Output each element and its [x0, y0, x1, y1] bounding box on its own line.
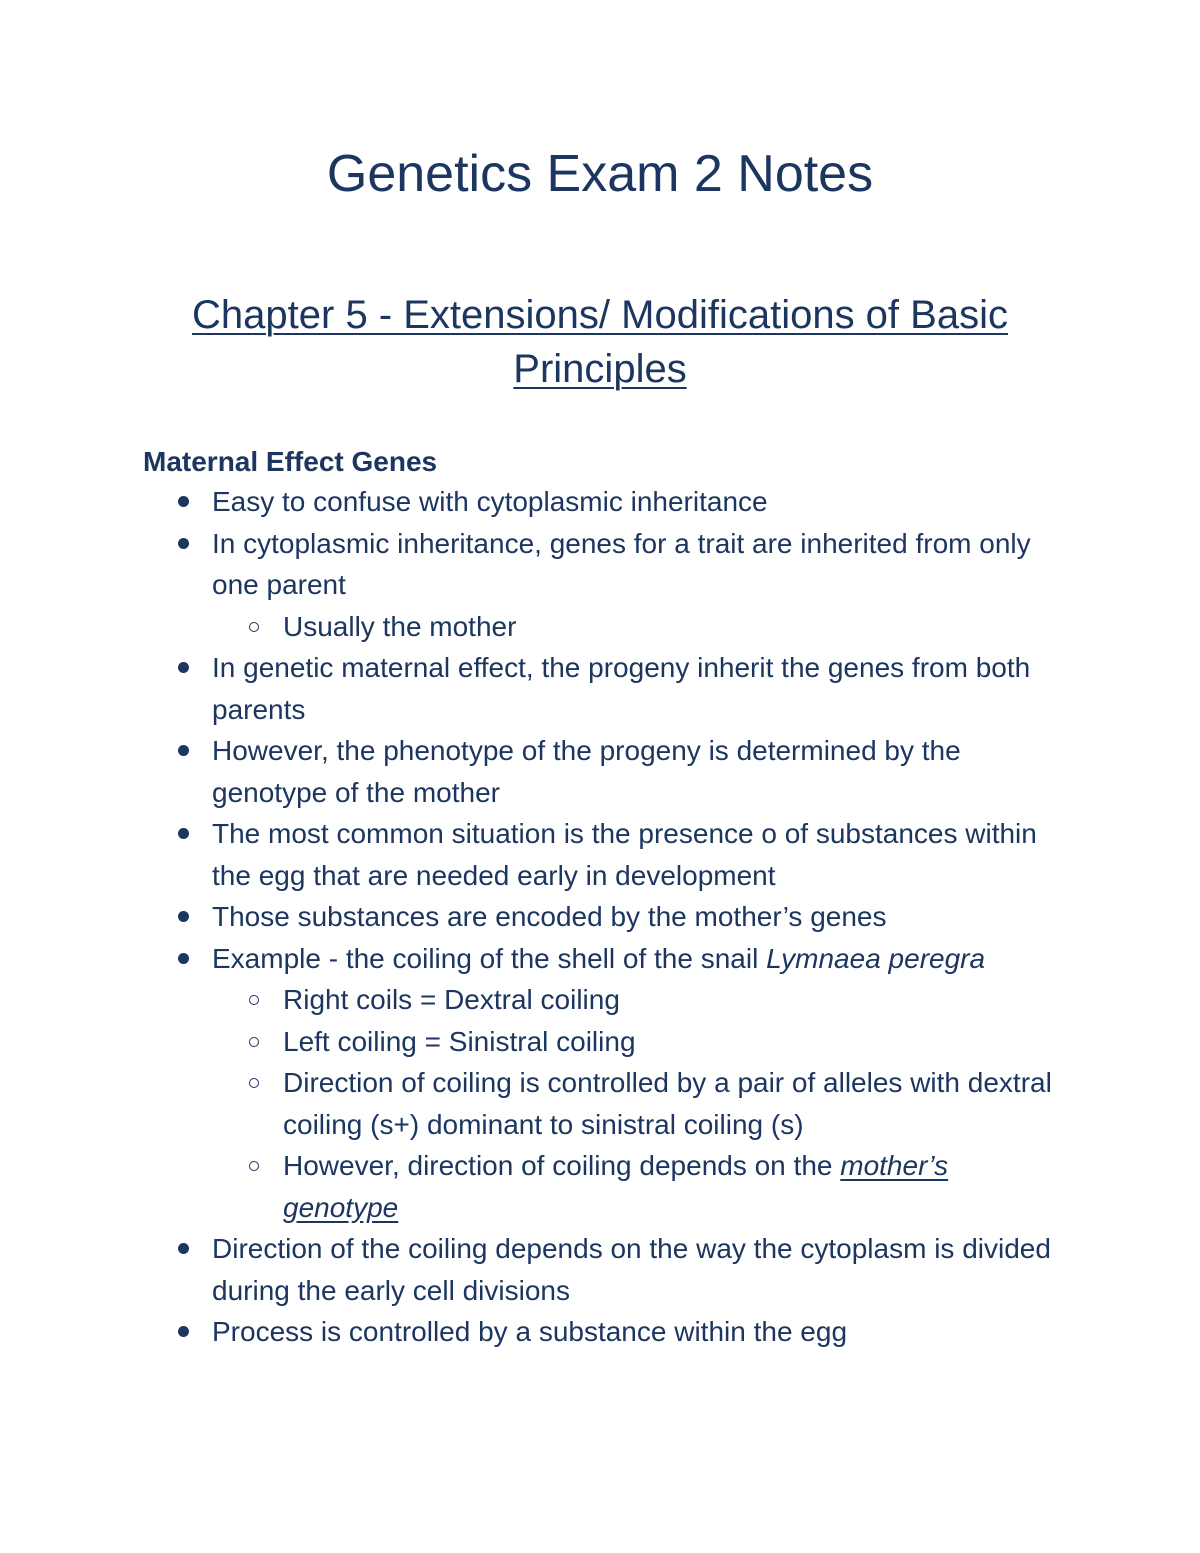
hollow-bullet-icon	[249, 1037, 259, 1047]
list-item	[0, 481, 1200, 523]
filled-bullet-icon	[178, 1326, 189, 1337]
list-item	[0, 1228, 1200, 1311]
list-item-text: Right coils = Dextral coiling	[283, 984, 620, 1015]
filled-bullet-icon	[178, 745, 189, 756]
list-item-text: Direction of the coiling depends on the way the cytoplasm is divided during the early cell divisions	[212, 1233, 1051, 1306]
list-item-text: Easy to confuse with cytoplasmic inheritance	[212, 486, 768, 517]
filled-bullet-icon	[178, 953, 189, 964]
hollow-bullet-icon	[249, 1161, 259, 1171]
list-item	[0, 647, 1200, 730]
sub-list-item	[0, 1145, 1200, 1228]
list-item-text: The most common situation is the presence o of substances within the egg that are needed early in development	[212, 818, 1037, 891]
hollow-bullet-icon	[249, 995, 259, 1005]
list-item	[0, 896, 1200, 938]
sub-list-item	[0, 1021, 1200, 1063]
document-title: Genetics Exam 2 Notes	[326, 145, 874, 203]
chapter-heading: Chapter 5 - Extensions/ Modifications of Basic Principles	[192, 293, 1008, 391]
filled-bullet-icon	[178, 911, 189, 922]
hollow-bullet-icon	[249, 622, 259, 632]
list-item-text: However, direction of coiling depends on the	[283, 1150, 841, 1181]
list-item	[0, 730, 1200, 813]
filled-bullet-icon	[178, 828, 189, 839]
sub-list-item	[0, 1062, 1200, 1145]
bullet-list	[0, 481, 1200, 1353]
list-item-text: However, the phenotype of the progeny is determined by the genotype of the mother	[212, 735, 961, 808]
filled-bullet-icon	[178, 662, 189, 673]
emphasized-text: mother’s genotype	[283, 1150, 949, 1223]
section-heading: Maternal Effect Genes	[143, 446, 438, 477]
list-item	[0, 523, 1200, 606]
list-item-text: Process is controlled by a substance within the egg	[212, 1316, 848, 1347]
species-name: Lymnaea peregra	[766, 942, 986, 974]
list-item	[0, 813, 1200, 896]
filled-bullet-icon	[178, 496, 189, 507]
filled-bullet-icon	[178, 538, 189, 549]
list-item	[0, 938, 1200, 980]
filled-bullet-icon	[178, 1243, 189, 1254]
list-item-text: Those substances are encoded by the mother’s genes	[212, 901, 887, 932]
list-item-text: In genetic maternal effect, the progeny inherit the genes from both parents	[212, 652, 1031, 725]
list-item-text: Usually the mother	[283, 610, 517, 642]
sub-list-item	[0, 979, 1200, 1021]
hollow-bullet-icon	[249, 1078, 259, 1088]
list-item-text: Direction of coiling is controlled by a pair of alleles with dextral coiling (s+) dominant to sinistral coiling (s)	[283, 1067, 1052, 1140]
list-item-text: Left coiling = Sinistral coiling	[283, 1025, 636, 1057]
list-item	[0, 1311, 1200, 1353]
list-item-text: Example - the coiling of the shell of the snail	[212, 942, 767, 974]
list-item-text: In cytoplasmic inheritance, genes for a trait are inherited from only one parent	[212, 527, 1031, 600]
sub-list-item	[0, 606, 1200, 648]
